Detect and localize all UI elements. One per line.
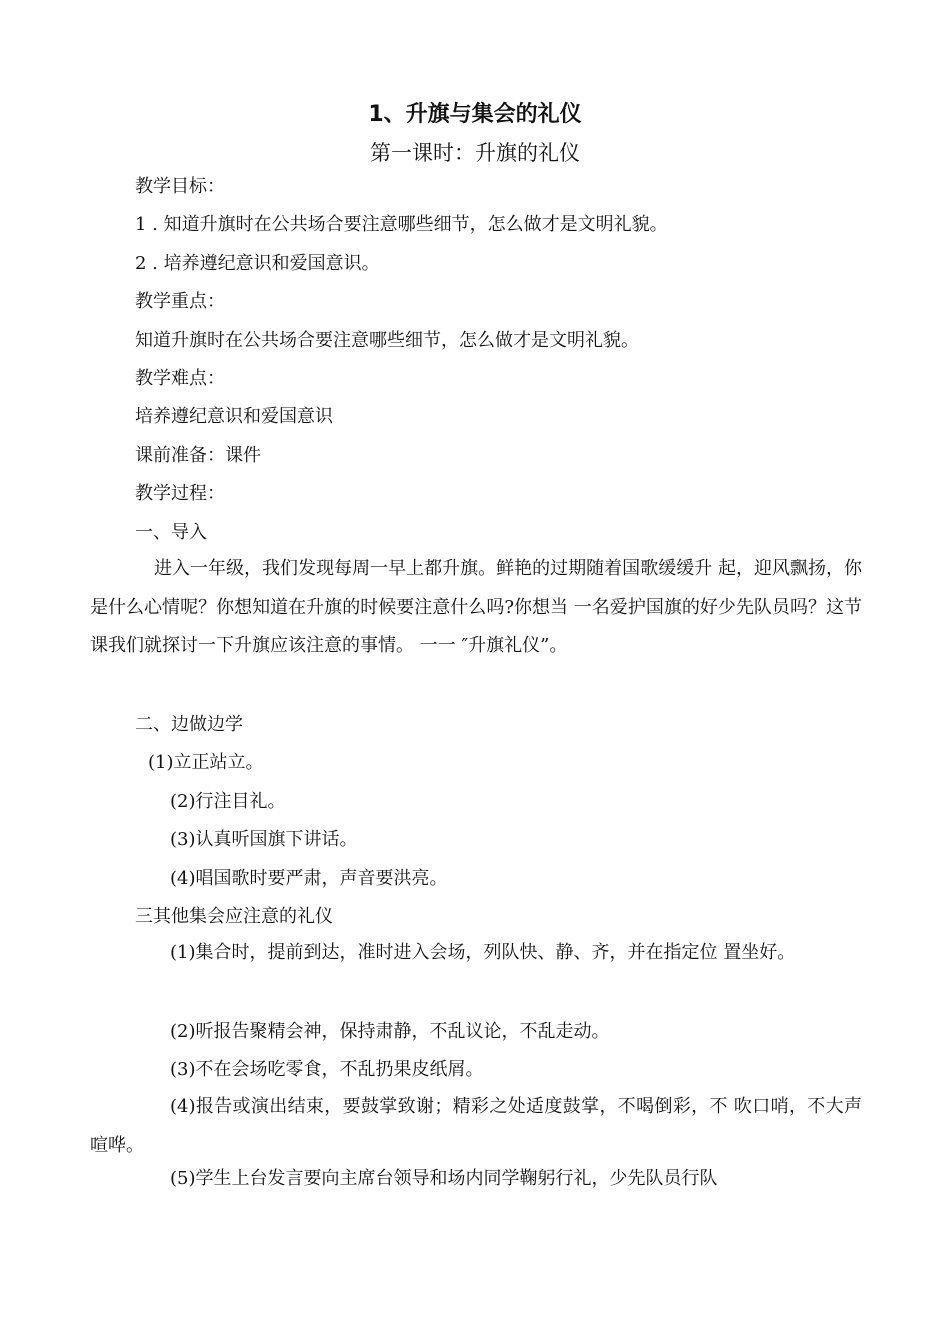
assembly-item-1: (1)集合时，提前到达，准时进入会场，列队快、静、齐，并在指定位 置坐好。 [170,942,796,963]
difficulty-text: 培养遵纪意识和爱国意识 [135,406,333,427]
practice-item-4: (4)唱国歌时要严肃，声音要洪亮。 [170,868,448,889]
section-heading-practice: 二、边做边学 [135,714,243,735]
section-heading-assembly: 三其他集会应注意的礼仪 [135,906,333,927]
preparation-text: 课前准备：课件 [135,445,261,466]
goal-item-2: 2 . 培养遵纪意识和爱国意识。 [135,253,380,274]
process-heading: 教学过程： [135,483,225,504]
practice-item-1: (1)立正站立。 [148,752,264,773]
key-points-text: 知道升旗时在公共场合要注意哪些细节，怎么做才是文明礼貌。 [135,330,639,351]
assembly-item-2: (2)听报告聚精会神，保持肃静，不乱议论，不乱走动。 [170,1021,610,1042]
goals-heading: 教学目标： [135,176,225,197]
section-heading-intro: 一、导入 [135,522,207,543]
assembly-item-3: (3)不在会场吃零食，不乱扔果皮纸屑。 [170,1059,484,1080]
assembly-item-5: (5)学生上台发言要向主席台领导和场内同学鞠躬行礼，少先队员行队 [170,1168,718,1189]
practice-item-2: (2)行注目礼。 [170,791,286,812]
lesson-subtitle: 第一课时：升旗的礼仪 [370,141,580,165]
document-title: 1、升旗与集会的礼仪 [368,102,582,127]
assembly-item-4: (4)报告或演出结束，要鼓掌致谢；精彩之处适度鼓掌，不喝倒彩，不 吹口哨，不大声喧哗。 [90,1096,862,1156]
difficulty-heading: 教学难点： [135,368,225,389]
practice-item-3: (3)认真听国旗下讲话。 [170,829,358,850]
intro-paragraph: 进入一年级，我们发现每周一早上都升旗。鲜艳的过期随着国歌缓缓升 起，迎风飘扬，你是什么心情呢？你想知道在升旗的时候要注意什么吗?你想当 一名爱护国旗的好少先队员吗？这节课我们就探讨一下升旗应该注意的事情。 一一 ″升旗礼仪”。 [90,558,862,656]
goal-item-1: 1 . 知道升旗时在公共场合要注意哪些细节，怎么做才是文明礼貌。 [135,214,668,235]
key-points-heading: 教学重点： [135,291,225,312]
